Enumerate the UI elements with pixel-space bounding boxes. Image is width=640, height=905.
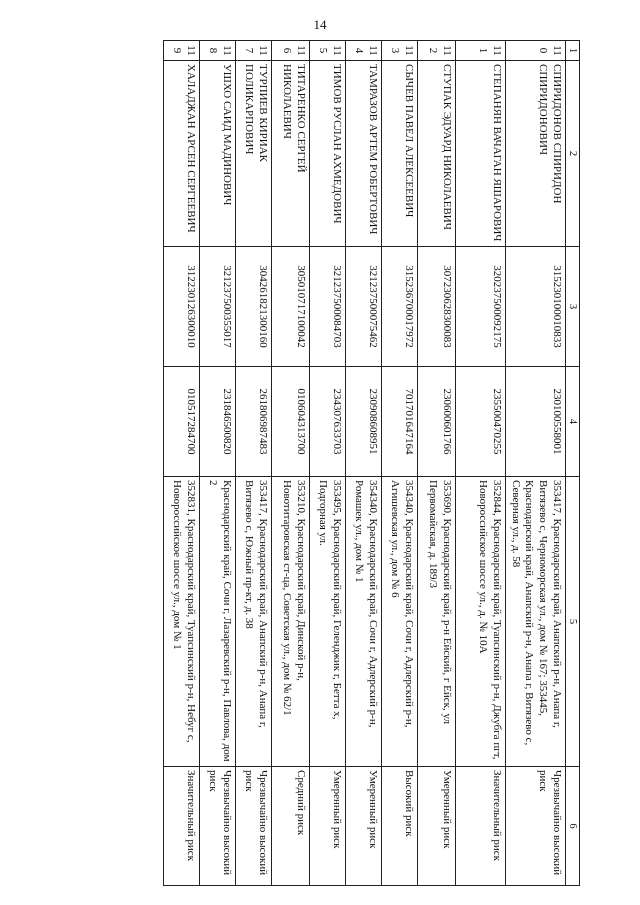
ogrn-cell: 321237500075462 xyxy=(345,247,381,367)
row-number-cell: 116 xyxy=(271,41,309,61)
name-cell: СЫЧЕВ ПАВЕЛ АЛЕКСЕЕВИЧ xyxy=(381,61,417,247)
header-cell: 6 xyxy=(565,767,579,886)
page-number: 14 xyxy=(313,17,327,32)
inn-cell: 261806987483 xyxy=(235,367,271,477)
risk-category-cell: Значительный риск xyxy=(455,767,505,886)
inn-cell: 234307633703 xyxy=(309,367,345,477)
risk-category-cell: Чрезвычайно высокий риск xyxy=(235,767,271,886)
row-number-cell: 118 xyxy=(199,41,235,61)
name-cell: ХАЛАДЖАН АРСЕН СЕРГЕЕВИЧ xyxy=(163,61,199,247)
address-cell: 353210, Краснодарский край, Динской р-н, Новотитаровская ст-ца, Советская ул., дом № 62/1 xyxy=(271,477,309,767)
ogrn-cell: 320237500092175 xyxy=(455,247,505,367)
name-cell: ТАМРАЗОВ АРТЕМ РОБЕРТОВИЧ xyxy=(345,61,381,247)
rotated-table-container xyxy=(85,40,580,885)
row-number-cell: 119 xyxy=(163,41,199,61)
address-cell: 353690, Краснодарский край, р-н Ейский, г Ейск, ул Первомайская, д. 189/3 xyxy=(417,477,455,767)
inn-cell: 010604313700 xyxy=(271,367,309,477)
name-cell: ТИТАРЕНКО СЕРГЕЙ НИКОЛАЕВИЧ xyxy=(271,61,309,247)
ogrn-cell: 304261821300160 xyxy=(235,247,271,367)
ogrn-cell: 321237500084703 xyxy=(309,247,345,367)
name-cell: ТУРПИЕВ КИРИАК ПОЛИКАРПОВИЧ xyxy=(235,61,271,247)
ogrn-cell: 315236700017972 xyxy=(381,247,417,367)
table-row xyxy=(235,41,271,886)
header-cell: 4 xyxy=(565,367,579,477)
row-number-cell: 113 xyxy=(381,41,417,61)
risk-category-cell: Умеренный риск xyxy=(345,767,381,886)
address-cell: 352844, Краснодарский край, Туапсинский р-н, Джубга пгт, Новороссийское шоссе ул., д. № 10А xyxy=(455,477,505,767)
table-row xyxy=(309,41,345,886)
header-cell: 1 xyxy=(565,41,579,61)
ogrn-cell: 305010717100042 xyxy=(271,247,309,367)
row-number-cell: 114 xyxy=(345,41,381,61)
inn-cell: 010517284700 xyxy=(163,367,199,477)
risk-category-cell: Значительный риск xyxy=(163,767,199,886)
table-row xyxy=(199,41,235,886)
table-row xyxy=(417,41,455,886)
risk-category-cell: Чрезвычайно высокий риск xyxy=(505,767,565,886)
header-row xyxy=(565,41,579,886)
address-cell: Краснодарский край, Сочи г, Лазаревский р-н, Павлова, дом 2 xyxy=(199,477,235,767)
inn-cell: 231846500820 xyxy=(199,367,235,477)
inn-cell: 701701647164 xyxy=(381,367,417,477)
name-cell: СТЕПАНЯН ВАЧАГАН ЯШАРОВИЧ xyxy=(455,61,505,247)
header-cell: 3 xyxy=(565,247,579,367)
table-row xyxy=(381,41,417,886)
risk-category-cell: Умеренный риск xyxy=(417,767,455,886)
address-cell: 352831, Краснодарский край, Туапсинский р-н, Небуг с, Новороссийское шоссе ул., дом № 1 xyxy=(163,477,199,767)
address-cell: 354340, Краснодарский край, Сочи г, Адлерский р-н, Агишевская ул., дом № 6 xyxy=(381,477,417,767)
table-row xyxy=(345,41,381,886)
ogrn-cell: 321237500355017 xyxy=(199,247,235,367)
risk-category-cell: Высокий риск xyxy=(381,767,417,886)
row-number-cell: 111 xyxy=(455,41,505,61)
table-row xyxy=(163,41,199,886)
table-row xyxy=(505,41,565,886)
table-row xyxy=(455,41,505,886)
table-row xyxy=(271,41,309,886)
inn-cell: 230600601766 xyxy=(417,367,455,477)
address-cell: 353417, Краснодарский край, Анапский р-н, Анапа г, Витязево с, Черноморская ул., дом № 167; 353445, Краснодарский край, Анапский р-н, Анапа г, Витязево с, Северная ул., д. 58 xyxy=(505,477,565,767)
inn-cell: 230908608951 xyxy=(345,367,381,477)
inn-cell: 230100558001 xyxy=(505,367,565,477)
inn-cell: 235500470255 xyxy=(455,367,505,477)
address-cell: 353417, Краснодарский край, Анапский р-н, Анапа г, Витязево с, Южный пр-кт, д. 38 xyxy=(235,477,271,767)
name-cell: УШХО САИД МАДИНОВИЧ xyxy=(199,61,235,247)
risk-category-cell: Средний риск xyxy=(271,767,309,886)
row-number-cell: 110 xyxy=(505,41,565,61)
row-number-cell: 112 xyxy=(417,41,455,61)
address-cell: 354340, Краснодарский край, Сочи г, Адлерский р-н, Ромашек ул., дом № 1 xyxy=(345,477,381,767)
header-cell: 2 xyxy=(565,61,579,247)
address-cell: 353495, Краснодарский край, Геленджик г, Бетта х, Подгорная ул. xyxy=(309,477,345,767)
name-cell: ТИМОВ РУСЛАН АХМЕДОВИЧ xyxy=(309,61,345,247)
row-number-cell: 117 xyxy=(235,41,271,61)
risk-category-cell: Умеренный риск xyxy=(309,767,345,886)
registry-table xyxy=(163,40,580,886)
row-number-cell: 115 xyxy=(309,41,345,61)
name-cell: СПИРИДОНОВ СПИРИДОН СПИРИДОНОВИЧ xyxy=(505,61,565,247)
header-cell: 5 xyxy=(565,477,579,767)
name-cell: СТУПАК ЭДУАРД НИКОЛАЕВИЧ xyxy=(417,61,455,247)
ogrn-cell: 307230628300083 xyxy=(417,247,455,367)
risk-category-cell: Чрезвычайно высокий риск xyxy=(199,767,235,886)
ogrn-cell: 315230100010833 xyxy=(505,247,565,367)
ogrn-cell: 312230126300010 xyxy=(163,247,199,367)
